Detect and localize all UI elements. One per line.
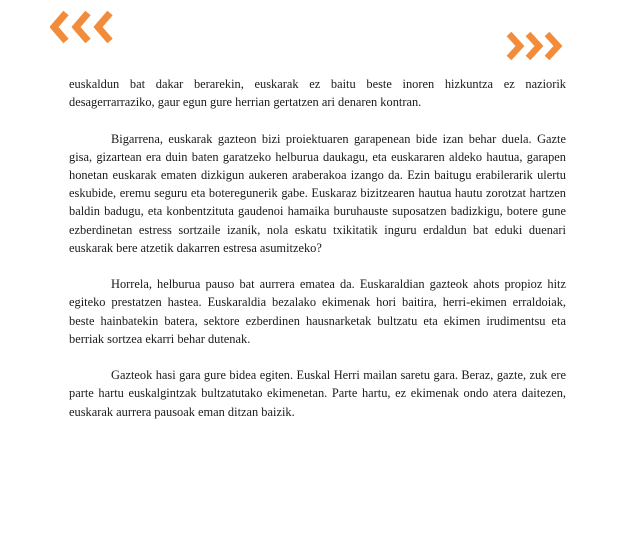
paragraph-horrela: Horrela, helburua pauso bat aurrera ematea da. Euskaraldian gazteok ahots propioz hitz egiteko prestatzen hastea. Euskaraldia bezalako ekimenak hori baitira, herri-ekimen erraldoiak, beste hainbatekin batera, sektore ezberdinen hausnarketak bultzatu eta ekimen irudimentsu eta berriak sortzea ekarri behar dutenak. <box>69 277 566 346</box>
paragraph-gazteok: Gazteok hasi gara gure bidea egiten. Euskal Herri mailan saretu gara. Beraz, gazte, zuk ere parte hartu euskalgintzak bultzatutako ekimenetan. Parte hartu, ez ekimenak ondo atera daitezen, euskarak aurrera pausoak eman ditzan baizik. <box>69 368 566 419</box>
chevrons-right-icon <box>505 31 565 61</box>
document-body <box>69 75 566 439</box>
paragraph-continuation: euskaldun bat dakar berarekin, euskarak ez baitu beste inoren hizkuntza ez naziorik desagerrarraziko, gaur egun gure herrian gertatzen ari denaren kontran. <box>69 77 566 110</box>
chevrons-left-icon <box>50 10 118 44</box>
paragraph-bigarrena: Bigarrena, euskarak gazteon bizi proiektuaren garapenean bide izan behar duela. Gazte gisa, gizartean era duin baten garatzeko helburua daukagu, eta euskararen aldeko hautua, garapen honetan euskarak ematen dizkigun aukeren araberakoa izango da. Ezin baitugu erabilerarik ulertu eskubide, eremu seguru eta boteregunerik gabe. Euskaraz bizitzearen hautua hautu zorotzat hartzen baldin badugu, eta konbentzituta gaudenoi hamaika buruhauste suposatzen badizkigu, botere gune ezberdinetan estress sortzaile izanik, nola eskatu txikitatik inguru erdaldun bat eduki duenari euskarak bere atzetik dakarren estresa asumitzeko? <box>69 131 566 255</box>
